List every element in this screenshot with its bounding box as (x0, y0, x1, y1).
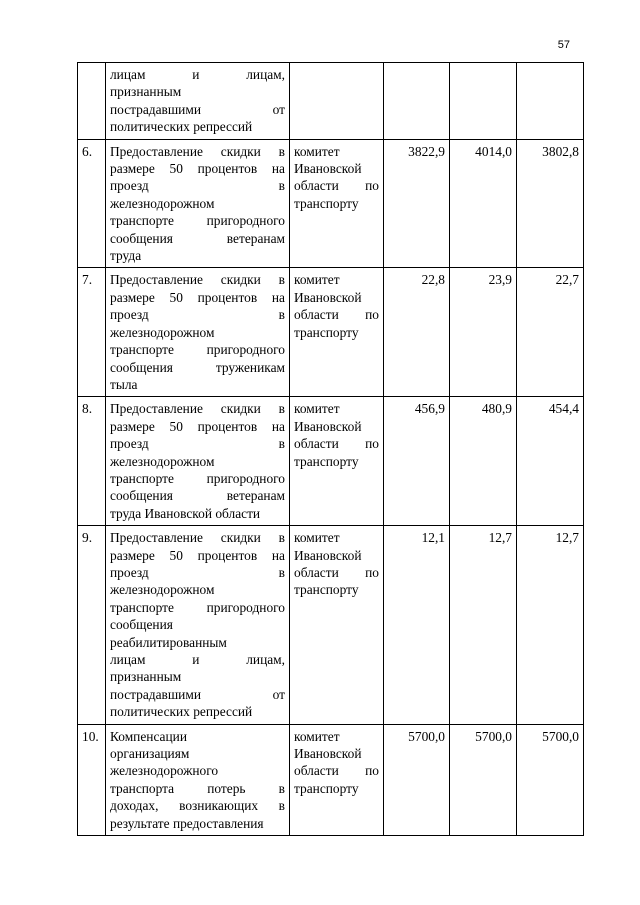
description-line: Предоставление скидки в (110, 401, 285, 417)
description-line: признанным (110, 669, 182, 685)
budget-table (77, 62, 584, 836)
executor-cell (290, 397, 384, 526)
row-number-cell: 7. (78, 268, 106, 397)
executor-line: области по (294, 564, 379, 580)
description-line: сообщения (110, 617, 173, 633)
description-line: проезд в (110, 436, 285, 452)
value-cell-3: 454,4 (517, 397, 584, 526)
description-line: тыла (110, 376, 138, 392)
description-line: транспорте пригородного (110, 213, 285, 229)
description-line: железнодорожном (110, 453, 215, 469)
description-cell (106, 724, 290, 835)
description-line: признанным (110, 84, 182, 100)
description-line: транспорта потерь в (110, 780, 285, 796)
value-cell-3: 12,7 (517, 526, 584, 724)
value-cell-1: 22,8 (384, 268, 450, 397)
executor-line: транспорту (294, 324, 359, 340)
executor-line: комитет (294, 143, 340, 159)
description-line: размере 50 процентов на (110, 161, 285, 177)
description-line: сообщения ветеранам (110, 230, 285, 246)
description-line: лицам и лицам, (110, 67, 285, 82)
executor-line: Ивановской (294, 746, 362, 762)
description-line: Предоставление скидки в (110, 143, 285, 159)
table-row (78, 139, 584, 268)
value-cell-1: 3822,9 (384, 139, 450, 268)
row-number-cell: 9. (78, 526, 106, 724)
executor-line: области по (294, 436, 379, 452)
executor-line: комитет (294, 728, 340, 744)
executor-line: области по (294, 178, 379, 194)
description-line: политических репрессий (110, 704, 253, 720)
value-cell-2: 23,9 (450, 268, 517, 397)
executor-line: транспорту (294, 453, 359, 469)
row-number-cell: 6. (78, 139, 106, 268)
description-line: проезд в (110, 178, 285, 194)
value-cell-2: 4014,0 (450, 139, 517, 268)
description-line: железнодорожном (110, 324, 215, 340)
description-cell (106, 526, 290, 724)
executor-cell (290, 268, 384, 397)
value-cell-2: 480,9 (450, 397, 517, 526)
executor-cell (290, 526, 384, 724)
table-body (78, 63, 584, 836)
description-line: размере 50 процентов на (110, 289, 285, 305)
description-line: транспорте пригородного (110, 470, 285, 486)
value-cell-1 (384, 63, 450, 140)
description-line: проезд в (110, 564, 285, 580)
value-cell-1: 5700,0 (384, 724, 450, 835)
executor-line: транспорту (294, 780, 359, 796)
executor-line: комитет (294, 530, 340, 546)
executor-line: области по (294, 307, 379, 323)
description-line: организациям (110, 746, 190, 762)
description-line: результате предоставления (110, 815, 264, 831)
description-line: пострадавшими от (110, 101, 285, 117)
table-row (78, 526, 584, 724)
executor-line: комитет (294, 401, 340, 417)
description-line: Компенсации (110, 728, 188, 744)
row-number-cell: 8. (78, 397, 106, 526)
table-row (78, 724, 584, 835)
executor-line: комитет (294, 272, 340, 288)
description-line: сообщения труженикам (110, 359, 285, 375)
value-cell-1: 456,9 (384, 397, 450, 526)
description-line: железнодорожном (110, 195, 215, 211)
description-line: Предоставление скидки в (110, 530, 285, 546)
description-cell (106, 139, 290, 268)
description-line: труда Ивановской области (110, 505, 261, 521)
executor-line: транспорту (294, 195, 359, 211)
description-cell (106, 397, 290, 526)
value-cell-2: 12,7 (450, 526, 517, 724)
value-cell-2: 5700,0 (450, 724, 517, 835)
value-cell-3: 22,7 (517, 268, 584, 397)
description-line: пострадавшими от (110, 686, 285, 702)
executor-cell (290, 63, 384, 140)
description-line: железнодорожном (110, 582, 215, 598)
executor-cell (290, 724, 384, 835)
description-line: железнодорожного (110, 763, 219, 779)
description-line: доходах, возникающих в (110, 798, 285, 814)
description-line: размере 50 процентов на (110, 418, 285, 434)
value-cell-3: 3802,8 (517, 139, 584, 268)
executor-line: Ивановской (294, 547, 362, 563)
table-row (78, 268, 584, 397)
description-line: Предоставление скидки в (110, 272, 285, 288)
description-line: политических репрессий (110, 119, 253, 135)
description-line: транспорте пригородного (110, 342, 285, 358)
value-cell-2 (450, 63, 517, 140)
executor-line: области по (294, 763, 379, 779)
value-cell-1: 12,1 (384, 526, 450, 724)
value-cell-3: 5700,0 (517, 724, 584, 835)
description-line: труда (110, 248, 142, 264)
description-line: лицам и лицам, (110, 652, 285, 667)
page-number: 57 (557, 39, 570, 51)
description-line: реабилитированным (110, 634, 227, 650)
description-cell (106, 268, 290, 397)
executor-line: Ивановской (294, 418, 362, 434)
description-line: проезд в (110, 307, 285, 323)
table-row (78, 397, 584, 526)
table-row-continuation (78, 63, 584, 140)
executor-line: Ивановской (294, 289, 362, 305)
value-cell-3 (517, 63, 584, 140)
executor-line: Ивановской (294, 161, 362, 177)
description-cell (106, 63, 290, 140)
row-number-cell: 10. (78, 724, 106, 835)
description-line: размере 50 процентов на (110, 547, 285, 563)
description-line: транспорте пригородного (110, 599, 285, 615)
row-number-cell (78, 63, 106, 140)
description-line: сообщения ветеранам (110, 488, 285, 504)
executor-cell (290, 139, 384, 268)
executor-line: транспорту (294, 582, 359, 598)
